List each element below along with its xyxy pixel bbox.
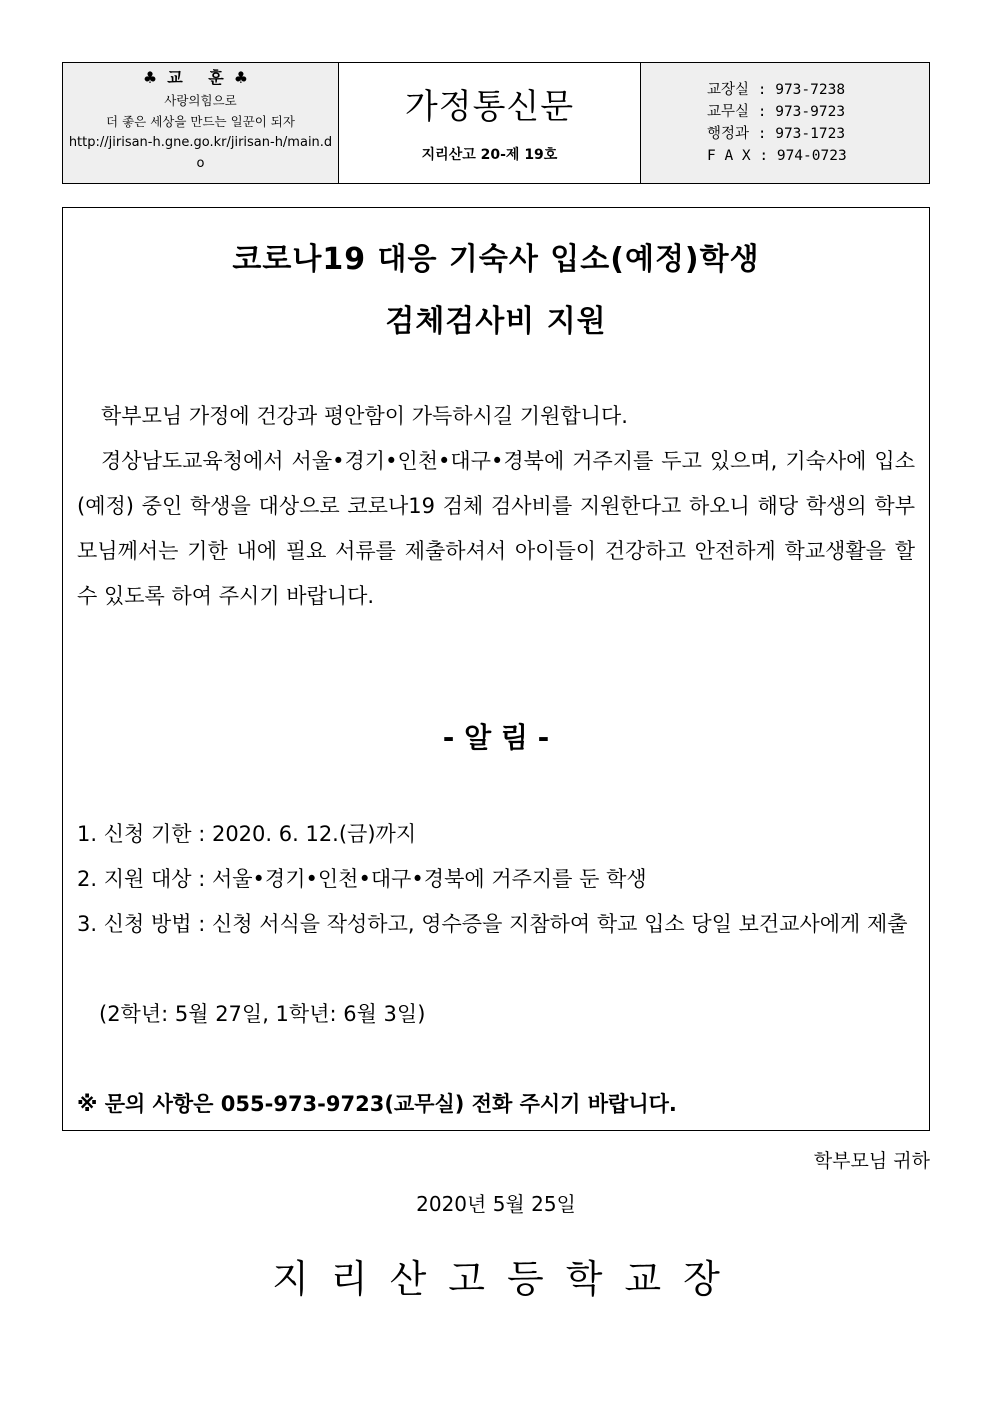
contact-row: 교무실 : 973-9723 <box>707 104 846 120</box>
school-motto-cell <box>63 63 339 183</box>
motto-line: 더 좋은 세상을 만드는 일꾼이 되자 <box>106 114 295 129</box>
issue-number: 지리산고 20-제 19호 <box>421 147 558 163</box>
newsletter-header <box>62 62 930 184</box>
contact-row: F A X : 974-0723 <box>707 148 847 164</box>
contact-row: 행정과 : 973-1723 <box>707 126 846 142</box>
inquiry-note: ※ 문의 사항은 055-973-9723(교무실) 전화 주시기 바랍니다. <box>77 1092 677 1116</box>
notice-heading: - 알 림 - <box>442 721 550 754</box>
notice-title-line1: 코로나19 대응 기숙사 입소(예정)학생 <box>232 242 760 277</box>
greeting-paragraph <box>77 394 915 439</box>
title-cell <box>339 63 641 183</box>
motto-line: 사랑의힘으로 <box>164 93 237 108</box>
notice-item: 2. 지원 대상 : 서울•경기•인천•대구•경북에 거주지를 둔 학생 <box>77 867 647 891</box>
notice-item: 3. 신청 방법 : 신청 서식을 작성하고, 영수증을 지참하여 학교 입소 당일 보건교사에게 제출 <box>77 912 908 936</box>
addressee: 학부모님 귀하 <box>813 1150 930 1172</box>
contacts-cell <box>641 63 929 183</box>
body-paragraph <box>77 439 915 619</box>
greeting-text: 학부모님 가정에 건강과 평안함이 가득하시길 기원합니다. <box>101 404 628 428</box>
notice-item: 1. 신청 기한 : 2020. 6. 12.(금)까지 <box>77 822 417 846</box>
school-url[interactable]: http://jirisan-h.gne.go.kr/jirisan-h/main.do <box>68 135 333 171</box>
issue-date: 2020년 5월 25일 <box>416 1192 576 1216</box>
notice-title-line2: 검체검사비 지원 <box>385 304 607 339</box>
contact-row: 교장실 : 973-7238 <box>707 82 846 98</box>
body-text: 경상남도교육청에서 서울•경기•인천•대구•경북에 거주지를 두고 있으며, 기숙사에 입소(예정) 중인 학생을 대상으로 코로나19 검체 검사비를 지원한다고 하오니 해당 학생의 학부모님께서는 기한 내에 필요 서류를 제출하셔서 아이들이 건강하고 안전하게 학교생활을 할 수 있도록 하여 주시기 바랍니다. <box>77 449 915 608</box>
notice-item-note: (2학년: 5월 27일, 1학년: 6월 3일) <box>99 1002 426 1026</box>
motto-title: ♣교 훈♣ <box>142 68 259 87</box>
principal-signature: 지리산고등학교장 <box>272 1257 742 1301</box>
notice-body <box>62 207 930 1131</box>
newsletter-title: 가정통신문 <box>404 87 575 127</box>
